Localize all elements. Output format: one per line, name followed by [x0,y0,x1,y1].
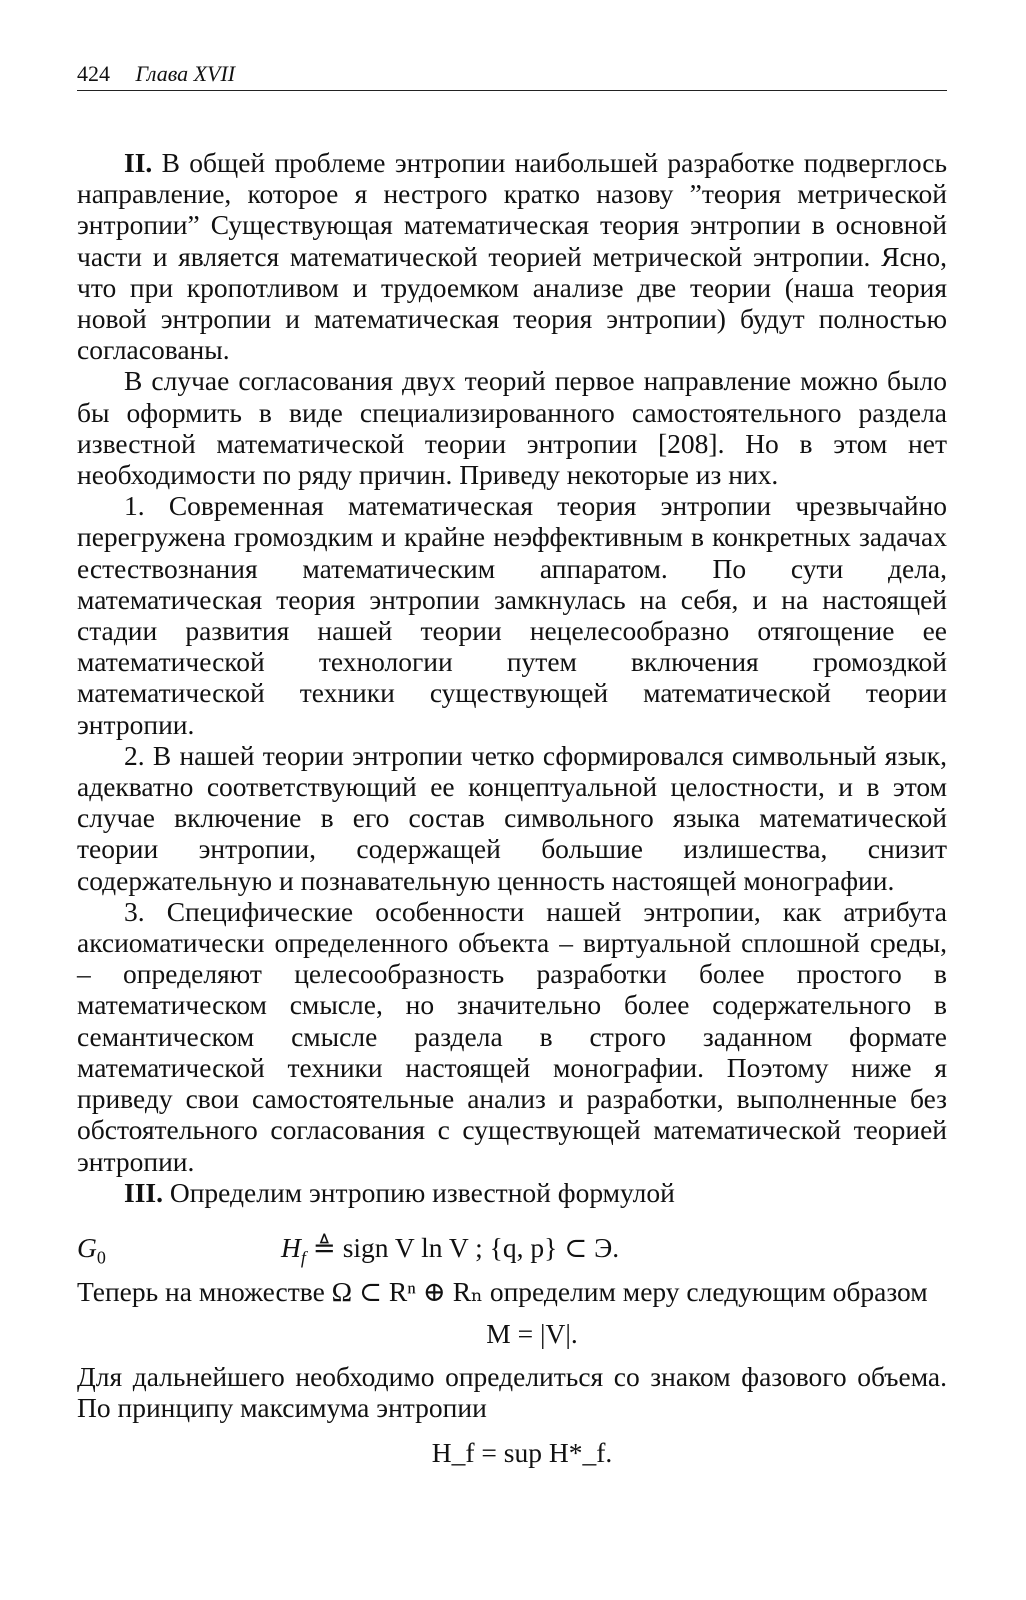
formula-entropy-definition: $H_f$ ≜ sign V ln V ; {q, p} ⊂ Э. [281,1231,620,1268]
paragraph-sign: Для дальнейшего необходимо определиться со знаком фазового объема. По принципу максимума энтропии [77,1361,947,1424]
paragraph-measure: Теперь на множестве Ω ⊂ Rⁿ ⊕ Rₙ определим меру следующим образом [77,1275,928,1307]
paragraph-section-3 [77,1177,947,1208]
paragraph-section-2 [77,147,947,365]
paragraph-agreement: В случае согласования двух теорий первое направление можно было бы оформить в виде специализированного самостоятельного раздела известной математической теории энтропии [208]. Но в этом нет необходимости по ряду причин. Приведу некоторые из них. [77,365,947,491]
defeq-symbol: ≜ [312,1231,336,1263]
page-number: 424 [77,61,110,86]
section-2-label: II. [124,147,153,178]
page [77,60,947,1476]
reason-3: 3. Специфические особенности нашей энтропии, как атрибута аксиоматически определенного объекта – виртуальной сплошной среды, – определяют целесообразность разработки более простого в математическом смысле, но значительно более содержательного в семантическом смысле раздела в строго заданном формате математической техники настоящей монографии. Поэтому ниже я приведу свои самостоятельные анализ и разработки, выполненные без обстоятельного согласования с существующей математической теорией энтропии. [77,895,947,1177]
section-3-label: III. [124,1176,163,1208]
section-2-text: В общей проблеме энтропии наибольшей разработке подверглось направление, которое я нестрого кратко назову ”теория метрической энтропии” Существующая математическая теория энтропии в основной части и является математической теорией метрической энтропии. Ясно, что при кропотливом и трудоемком анализе две теории (наша теория новой энтропии и математическая теория энтропии) будут полностью согласованы. [77,147,947,366]
chapter-title: Глава XVII [135,61,236,86]
formula-label: $G_0$ [77,1231,106,1268]
formula-measure: M = |V|. [486,1318,578,1350]
body-text [77,147,947,1470]
reason-1: 1. Современная математическая теория энтропии чрезвычайно перегружена громоздким и крайне неэффективным в конкретных задачах естествознания математическим аппаратом. По сути дела, математическая теория энтропии замкнулась на себя, и на настоящей стадии развития нашей теории нецелесообразно отягощение ее математической технологии путем включения громоздкой математической техники существующей математической теории энтропии. [77,490,947,740]
formula-sup: H_f = sup H*_f. [431,1436,613,1468]
running-head [77,60,947,91]
section-3-text: Определим энтропию известной формулой [162,1176,675,1208]
formula-g0 [77,1218,947,1276]
reason-2: 2. В нашей теории энтропии четко сформировался символьный язык, адекватно соответствующий ее концептуальной целостности, и в этом случае включение в его состав символьного языка математической теории энтропии, содержащей большие излишества, снизит содержательную и познавательную ценность настоящей монографии. [77,739,947,896]
